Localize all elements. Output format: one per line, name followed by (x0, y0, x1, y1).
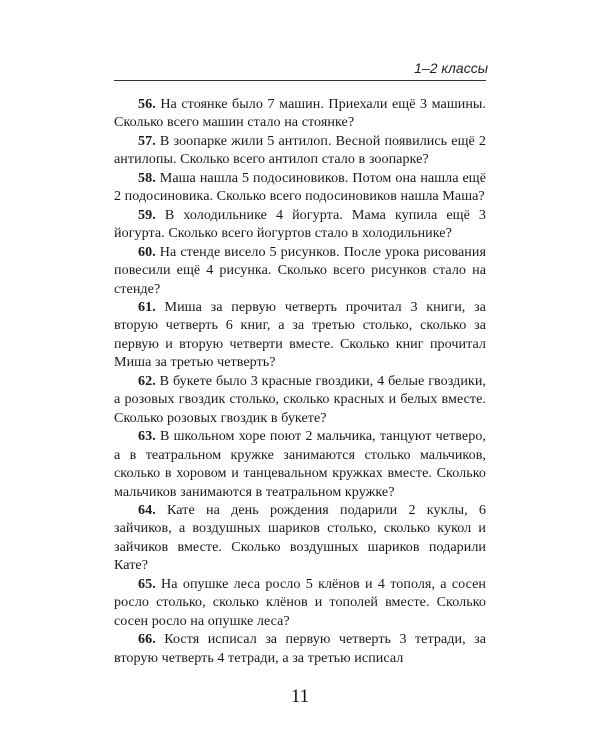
problem-text: В холодильнике 4 йогурта. Мама купила ещё 3 йогурта. Сколько всего йогуртов стало в холодильнике? (114, 206, 487, 242)
problem-61 (114, 298, 486, 372)
problem-number: 66. (138, 631, 156, 648)
problem-text: В школьном хоре поют 2 мальчика, танцуют четверо, а в театральном кружке занимаются столько мальчиков, сколько в хоровом и танцевальном кружках вместе. Сколько мальчиков занимаются в театральном кружке? (114, 428, 486, 500)
problem-number: 65. (138, 575, 156, 592)
problem-number: 59. (138, 206, 156, 223)
problem-60 (114, 243, 486, 298)
problem-number: 61. (138, 298, 156, 315)
page-number: 11 (290, 686, 310, 707)
problem-text: Маша нашла 5 подосиновиков. Потом она нашла ещё 2 подосиновика. Сколько всего подосиновиков нашла Маша? (114, 169, 486, 205)
problem-number: 57. (138, 132, 156, 149)
problem-text: Кате на день рождения подарили 2 куклы, 6 зайчиков, а воздушных шариков столько, сколько кукол и зайчиков вместе. Сколько воздушных шариков подарили Кате? (114, 501, 487, 574)
problem-text: На стоянке было 7 машин. Приехали ещё 3 машины. Сколько всего машин стало на стоянке? (114, 96, 486, 131)
header-divider (114, 80, 486, 81)
problem-59 (114, 206, 486, 243)
problem-number: 62. (138, 372, 156, 389)
problem-text: В зоопарке жили 5 антилоп. Весной появились ещё 2 антилопы. Сколько всего антилоп стало в зоопарке? (114, 132, 486, 168)
problem-63 (114, 427, 486, 501)
section-header: 1–2 классы (414, 60, 488, 76)
problem-number: 64. (138, 501, 156, 518)
problem-text: Костя исписал за первую четверть 3 тетради, за вторую четверть 4 тетради, а за третью исписал (114, 631, 487, 666)
problem-56 (114, 95, 486, 132)
problem-58 (114, 169, 486, 206)
problem-62 (114, 372, 486, 427)
problem-text: На стенде висело 5 рисунков. После урока рисования повесили ещё 4 рисунка. Сколько всего рисунков стало на стенде? (114, 243, 486, 297)
problem-number: 58. (138, 169, 156, 186)
problem-57 (114, 132, 486, 169)
problem-number: 63. (138, 428, 156, 445)
problem-text: Миша за первую четверть прочитал 3 книги, за вторую четверть 6 книг, а за третью столько, сколько за первую и вторую четверти вместе. Сколько книг прочитал Миша за третью четверть? (114, 298, 486, 371)
problem-64 (114, 501, 486, 575)
problem-65 (114, 575, 486, 630)
problem-number: 56. (138, 96, 156, 112)
problem-list (114, 95, 486, 667)
problem-text: В букете было 3 красные гвоздики, 4 белые гвоздики, а розовых гвоздик столько, сколько красных и белых вместе. Сколько розовых гвоздик в букете? (114, 372, 486, 426)
problem-66 (114, 630, 486, 667)
problem-number: 60. (138, 243, 156, 260)
problem-text: На опушке леса росло 5 клёнов и 4 тополя, а сосен росло столько, сколько клёнов и тополей вместе. Сколько сосен росло на опушке леса? (114, 575, 486, 629)
